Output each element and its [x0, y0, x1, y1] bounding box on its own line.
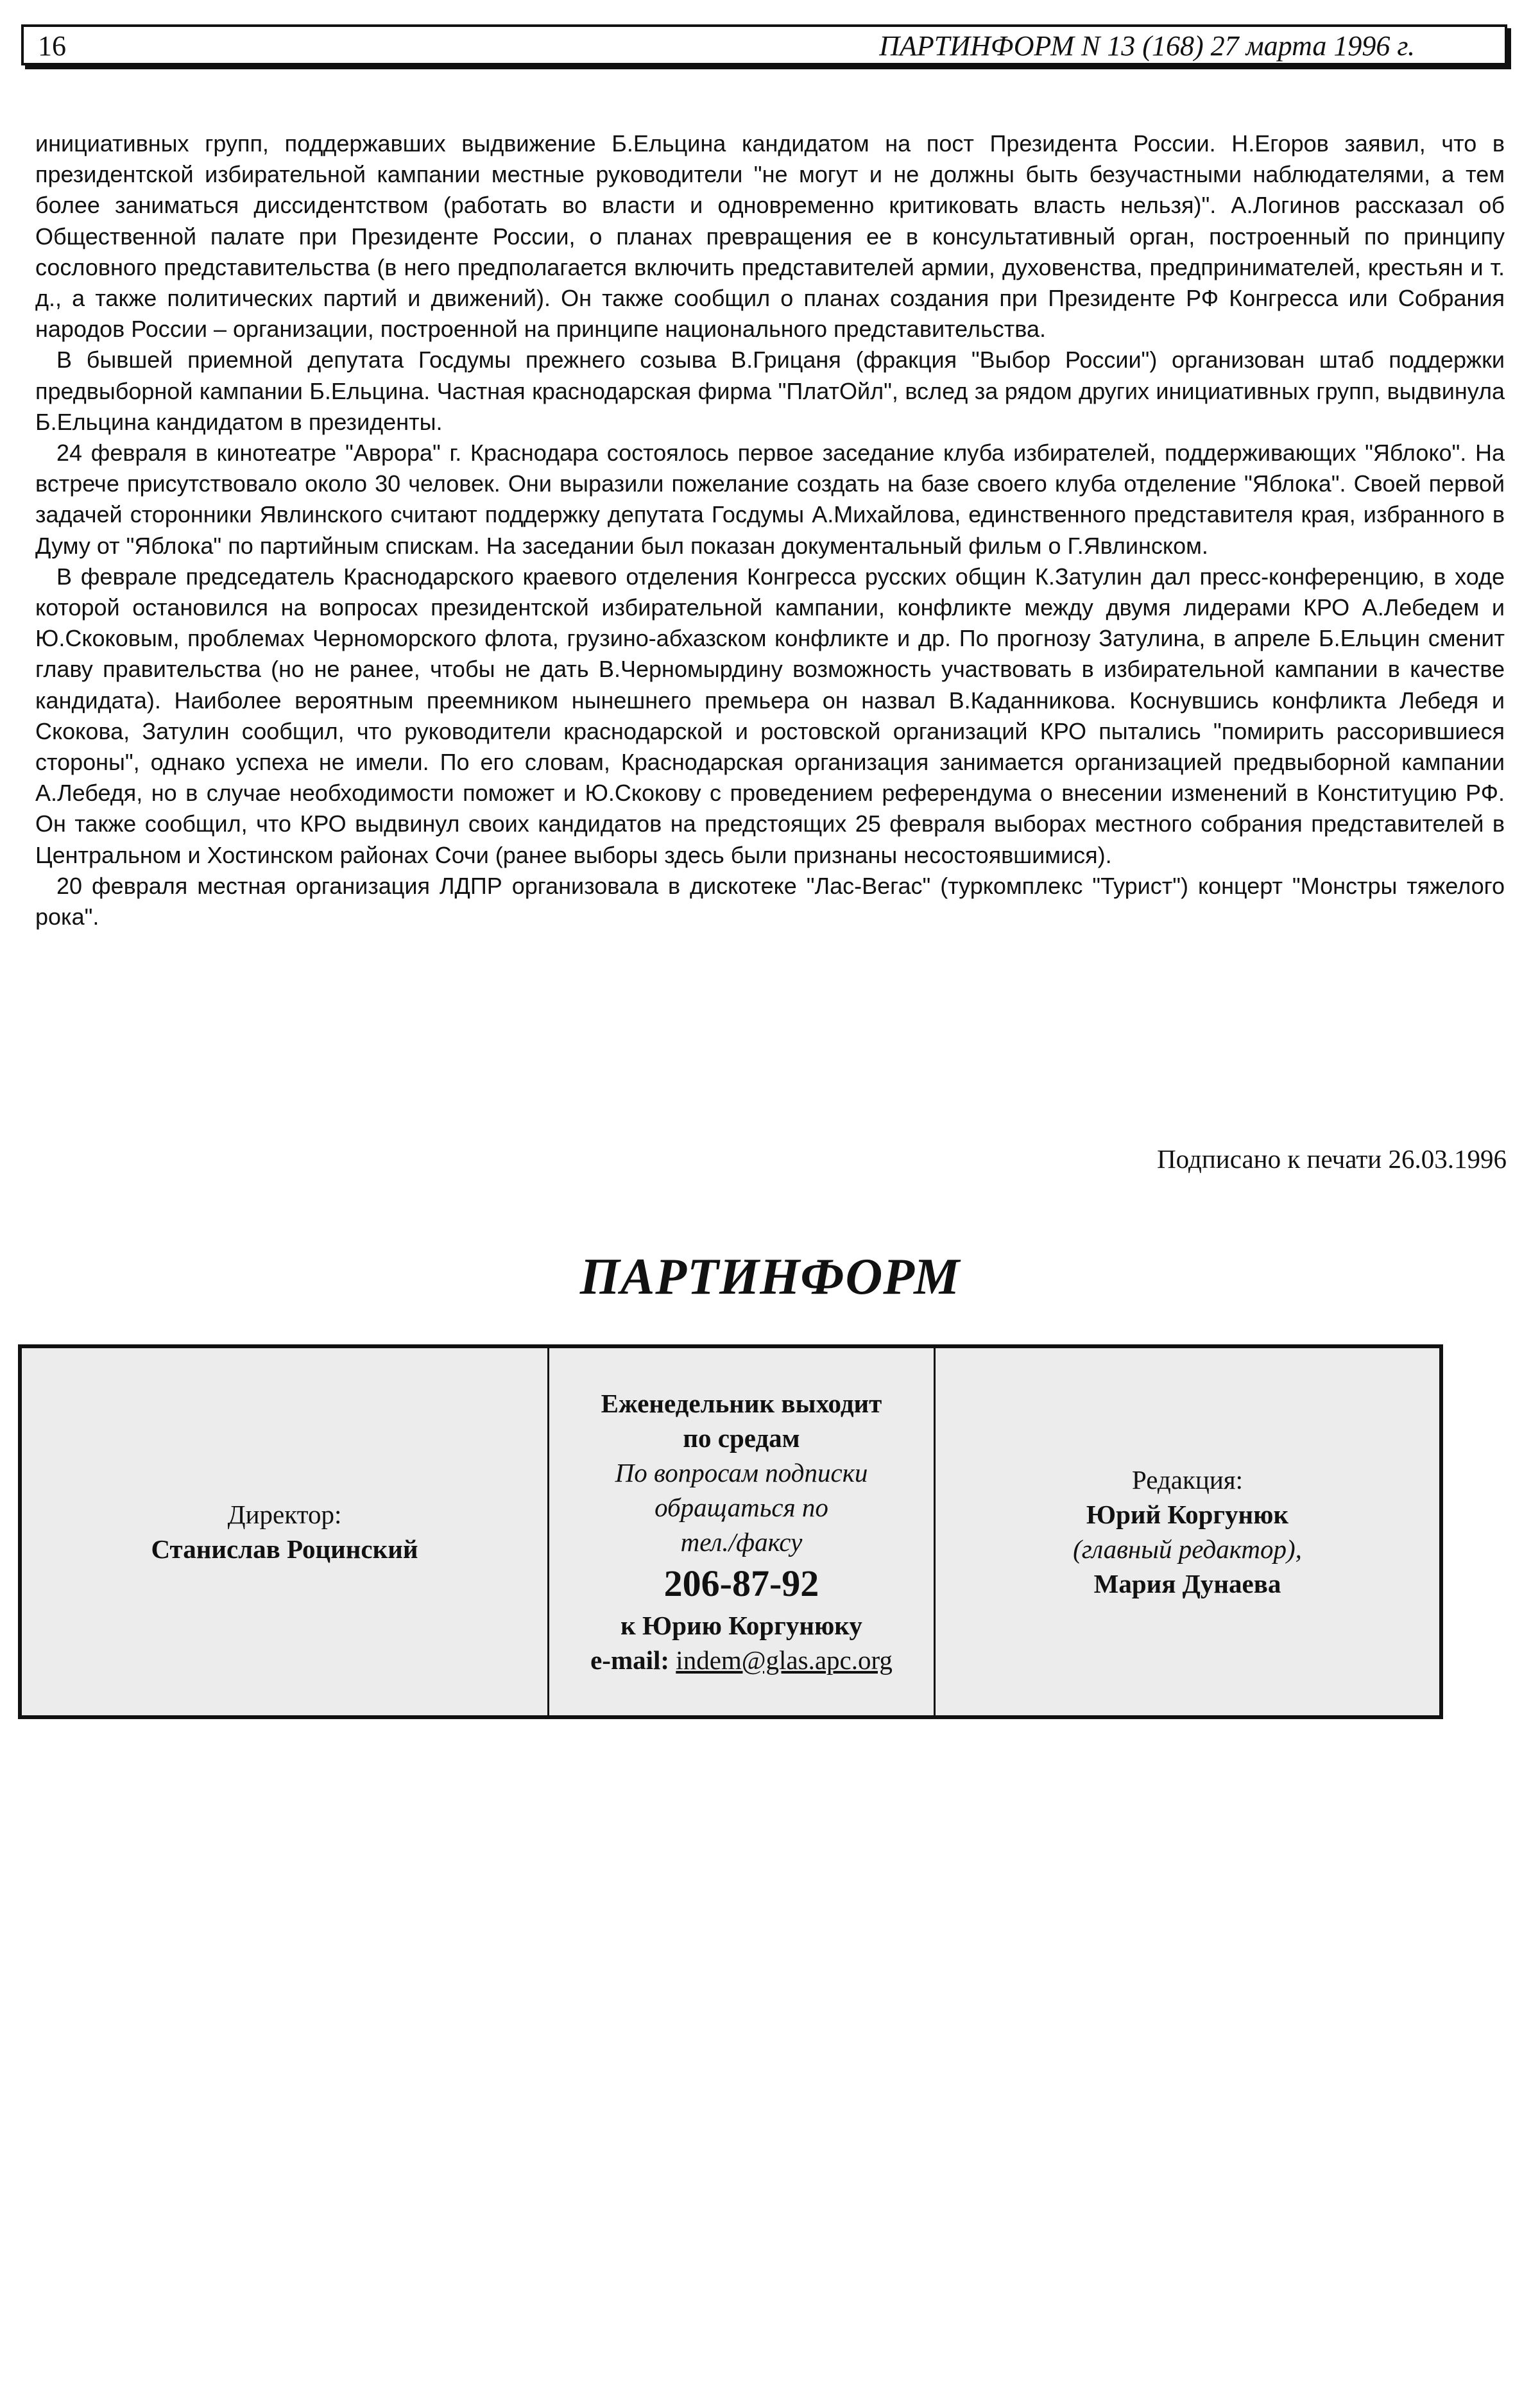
- director-label: Директор:: [227, 1500, 342, 1529]
- imprint-editorial-cell: [936, 1348, 1439, 1715]
- signed-to-print-note: Подписано к печати 26.03.1996: [1157, 1144, 1507, 1174]
- subscription-line-2: обращаться по: [654, 1493, 828, 1522]
- editor-role: (главный редактор),: [1073, 1534, 1302, 1564]
- phone-number: 206-87-92: [663, 1563, 819, 1604]
- subscription-line-1: По вопросам подписки: [615, 1458, 868, 1487]
- email-link[interactable]: indem@glas.apc.org: [676, 1645, 893, 1675]
- editor-name: Юрий Коргунюк: [1086, 1500, 1289, 1529]
- article-body: [35, 128, 1505, 932]
- contact-person: к Юрию Коргунюку: [620, 1611, 862, 1640]
- imprint-contact-cell: [549, 1348, 936, 1715]
- imprint-director-cell: [22, 1348, 549, 1715]
- masthead-title: ПАРТИНФОРМ: [579, 1249, 961, 1305]
- paragraph: 24 февраля в кинотеатре "Аврора" г. Краснодара состоялось первое заседание клуба избирателей, поддерживающих "Яблоко". На встрече присутствовало около 30 человек. Они выразили пожелание создать на базе своего клуба отделение "Яблока". Своей первой задачей сторонники Явлинского считают поддержку депутата Госдумы А.Михайлова, единственного представителя края, избранного в Думу от "Яблока" по партийным спискам. На заседании был показан документальный фильм о Г.Явлинском.: [35, 440, 1505, 559]
- page-number: 16: [38, 30, 66, 62]
- email-label: e-mail:: [590, 1645, 670, 1675]
- subscription-line-3: тел./факсу: [680, 1527, 803, 1557]
- page-header: [21, 24, 1507, 65]
- paragraph: 20 февраля местная организация ЛДПР организовала в дискотеке "Лас-Вегас" (туркомплекс "Турист") концерт "Монстры тяжелого рока".: [35, 872, 1505, 930]
- weekly-line-2: по средам: [683, 1423, 800, 1453]
- paragraph: В феврале председатель Краснодарского краевого отделения Конгресса русских общин К.Затулин дал пресс-конференцию, в ходе которой остановился на вопросах президентской избирательной кампании, конфликте между двумя лидерами КРО А.Лебедем и Ю.Скоковым, проблемах Черноморского флота, грузино-абхазском конфликте и др. По прогнозу Затулина, в апреле Б.Ельцин сменит главу правительства (но не ранее, чтобы не дать В.Черномырдину возможность участвовать в избирательной кампании в качестве кандидата). Наиболее вероятным преемником нынешнего премьера он назвал В.Каданникова. Коснувшись конфликта Лебедя и Скокова, Затулин сообщил, что руководители краснодарской и ростовской организаций КРО пытались "помирить рассорившиеся стороны", однако успеха не имели. По его словам, Краснодарская организация занимается организацией предвыборной кампании А.Лебедя, но в случае необходимости поможет и Ю.Скокову с проведением референдума о внесении изменений в Конституцию РФ. Он также сообщил, что КРО выдвинул своих кандидатов на предстоящих 25 февраля выборах местного собрания представителей в Центральном и Хостинском районах Сочи (ранее выборы здесь были признаны несостоявшимися).: [35, 563, 1505, 868]
- paragraph: В бывшей приемной депутата Госдумы прежнего созыва В.Грицаня (фракция "Выбор России") организован штаб поддержки предвыборной кампании Б.Ельцина. Частная краснодарская фирма "ПлатОйл", вслед за рядом других инициативных групп, выдвинула Б.Ельцина кандидатом в президенты.: [35, 347, 1505, 435]
- email-line: [590, 1643, 893, 1677]
- director-name: Станислав Роцинский: [151, 1534, 418, 1564]
- imprint-table: [18, 1344, 1443, 1719]
- editorial-label: Редакция:: [1131, 1465, 1244, 1495]
- issue-title: ПАРТИНФОРМ N 13 (168) 27 марта 1996 г.: [879, 30, 1415, 62]
- editor2-name: Мария Дунаева: [1093, 1569, 1281, 1598]
- weekly-line-1: Еженедельник выходит: [601, 1389, 882, 1418]
- paragraph: инициативных групп, поддержавших выдвижение Б.Ельцина кандидатом на пост Президента России. Н.Егоров заявил, что в президентской избирательной кампании местные руководители "не могут и не должны быть безучастными наблюдателями, а тем более заниматься диссидентством (работать во власти и одновременно критиковать власть нельзя)". А.Логинов рассказал об Общественной палате при Президенте России, о планах превращения ее в консультативный орган, построенный по принципу сословного представительства (в него предполагается включить представителей армии, духовенства, предпринимателей, крестьян и т. д., а также политических партий и движений). Он также сообщил о планах создания при Президенте РФ Конгресса или Собрания народов России – организации, построенной на принципе национального представительства.: [35, 130, 1505, 343]
